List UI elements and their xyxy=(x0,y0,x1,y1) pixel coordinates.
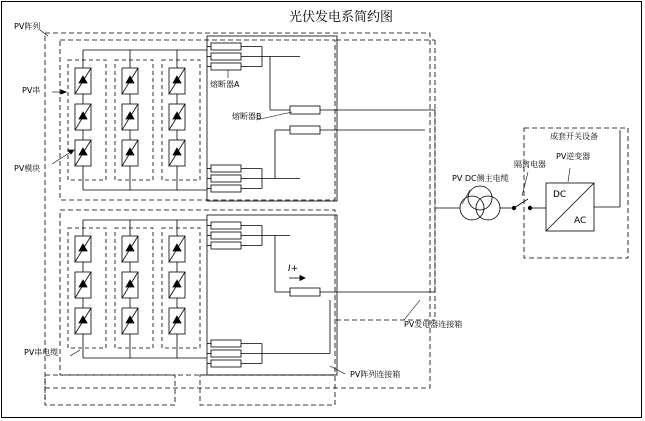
label-pv-array: PV阵列 xyxy=(14,22,41,31)
label-isolator: 隔离电器 xyxy=(514,160,546,169)
label-pv-cable: PV串电缆 xyxy=(24,348,59,357)
label-fuse-a: 熔断器A xyxy=(210,80,240,89)
label-dc-side: DC xyxy=(553,190,567,200)
label-current-marker: I+ xyxy=(288,264,299,274)
label-switchgear: 成套开关设备 xyxy=(550,132,598,141)
label-ac-side: AC xyxy=(574,216,587,226)
label-dc-main-cable: PV DC侧主电缆 xyxy=(452,174,509,183)
label-pv-string: PV串 xyxy=(22,86,41,95)
label-inverter: PV逆变器 xyxy=(556,152,591,161)
label-fuse-b: 熔断器B xyxy=(232,112,262,121)
page-title: 光伏发电系简约图 xyxy=(289,10,394,25)
label-generator-box: PV发电器连接箱 xyxy=(404,320,463,329)
label-array-box: PV阵列连接箱 xyxy=(350,370,401,379)
label-pv-module: PV模块 xyxy=(14,164,41,173)
